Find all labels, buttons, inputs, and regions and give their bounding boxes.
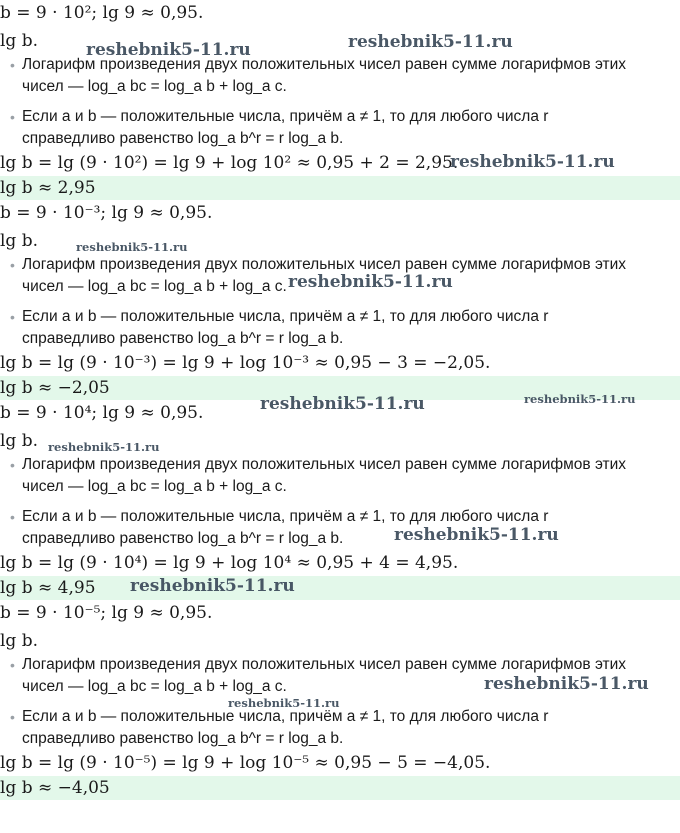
rule-product-line2: чисел — log_a bc = log_a b + log_a c. bbox=[22, 478, 287, 495]
rule-product-line1: Логарифм произведения двух положительных чисел равен сумме логарифмов этих bbox=[22, 256, 627, 273]
rule-product-line1: Логарифм произведения двух положительных чисел равен сумме логарифмов этих bbox=[22, 56, 627, 73]
rule-power-2 bbox=[10, 306, 670, 350]
rule-product-line2: чисел — log_a bc = log_a b + log_a c. bbox=[22, 678, 287, 695]
rule-product-line1: Логарифм произведения двух положительных чисел равен сумме логарифмов этих bbox=[22, 456, 627, 473]
answer-4: lg b ≈ −4,05 bbox=[0, 776, 680, 800]
solution-2: lg b = lg (9 · 10⁻³) = lg 9 + log 10⁻³ ≈ 0,95 − 3 = −2,05. bbox=[0, 353, 491, 373]
watermark: reshebnik5-11.ru bbox=[86, 40, 251, 60]
rule-product-line2: чисел — log_a bc = log_a b + log_a c. bbox=[22, 78, 287, 95]
watermark: reshebnik5-11.ru bbox=[76, 240, 188, 254]
watermark: reshebnik5-11.ru bbox=[130, 576, 295, 596]
given-4: b = 9 · 10⁻⁵; lg 9 ≈ 0,95. bbox=[0, 603, 213, 623]
watermark: reshebnik5-11.ru bbox=[288, 272, 453, 292]
bullet-dot-icon: • bbox=[10, 709, 15, 725]
find-1: lg b. bbox=[0, 31, 39, 51]
given-3: b = 9 · 10⁴; lg 9 ≈ 0,95. bbox=[0, 403, 204, 423]
rule-power-line1: Если a и b — положительные числа, причём a ≠ 1, то для любого числа r bbox=[22, 508, 549, 525]
rule-product-line2: чисел — log_a bc = log_a b + log_a c. bbox=[22, 278, 287, 295]
given-1: b = 9 · 10²; lg 9 ≈ 0,95. bbox=[0, 3, 204, 23]
bullet-dot-icon: • bbox=[10, 657, 15, 673]
rule-power-line2: справедливо равенство log_a b^r = r log_a b. bbox=[22, 330, 344, 347]
watermark: reshebnik5-11.ru bbox=[484, 674, 649, 694]
watermark: reshebnik5-11.ru bbox=[524, 392, 636, 406]
solution-4: lg b = lg (9 · 10⁻⁵) = lg 9 + log 10⁻⁵ ≈ 0,95 − 5 = −4,05. bbox=[0, 753, 491, 773]
watermark: reshebnik5-11.ru bbox=[394, 525, 559, 545]
rule-product-1 bbox=[10, 54, 670, 98]
bullet-dot-icon: • bbox=[10, 509, 15, 525]
watermark: reshebnik5-11.ru bbox=[260, 394, 425, 414]
find-4: lg b. bbox=[0, 631, 39, 651]
rule-power-line2: справедливо равенство log_a b^r = r log_a b. bbox=[22, 530, 344, 547]
rule-product-3 bbox=[10, 454, 670, 498]
rule-power-3 bbox=[10, 506, 670, 550]
answer-2: lg b ≈ −2,05 bbox=[0, 376, 680, 400]
rule-power-1 bbox=[10, 106, 670, 150]
find-3: lg b. bbox=[0, 431, 39, 451]
find-2: lg b. bbox=[0, 231, 39, 251]
rule-power-line1: Если a и b — положительные числа, причём a ≠ 1, то для любого числа r bbox=[22, 308, 549, 325]
bullet-dot-icon: • bbox=[10, 57, 15, 73]
rule-power-line1: Если a и b — положительные числа, причём a ≠ 1, то для любого числа r bbox=[22, 108, 549, 125]
solution-3: lg b = lg (9 · 10⁴) = lg 9 + log 10⁴ ≈ 0,95 + 4 = 4,95. bbox=[0, 553, 459, 573]
watermark: reshebnik5-11.ru bbox=[48, 440, 160, 454]
rule-product-line1: Логарифм произведения двух положительных чисел равен сумме логарифмов этих bbox=[22, 656, 627, 673]
bullet-dot-icon: • bbox=[10, 309, 15, 325]
rule-power-4 bbox=[10, 706, 670, 750]
bullet-dot-icon: • bbox=[10, 457, 15, 473]
given-2: b = 9 · 10⁻³; lg 9 ≈ 0,95. bbox=[0, 203, 213, 223]
solution-1: lg b = lg (9 · 10²) = lg 9 + log 10² ≈ 0,95 + 2 = 2,95. bbox=[0, 153, 459, 173]
rule-power-line2: справедливо равенство log_a b^r = r log_a b. bbox=[22, 130, 344, 147]
watermark: reshebnik5-11.ru bbox=[348, 32, 513, 52]
rule-power-line1: Если a и b — положительные числа, причём a ≠ 1, то для любого числа r bbox=[22, 708, 549, 725]
watermark: reshebnik5-11.ru bbox=[228, 696, 340, 710]
bullet-dot-icon: • bbox=[10, 109, 15, 125]
answer-3: lg b ≈ 4,95 bbox=[0, 576, 680, 600]
bullet-dot-icon: • bbox=[10, 257, 15, 273]
rule-power-line2: справедливо равенство log_a b^r = r log_a b. bbox=[22, 730, 344, 747]
answer-1: lg b ≈ 2,95 bbox=[0, 176, 680, 200]
watermark: reshebnik5-11.ru bbox=[450, 152, 615, 172]
